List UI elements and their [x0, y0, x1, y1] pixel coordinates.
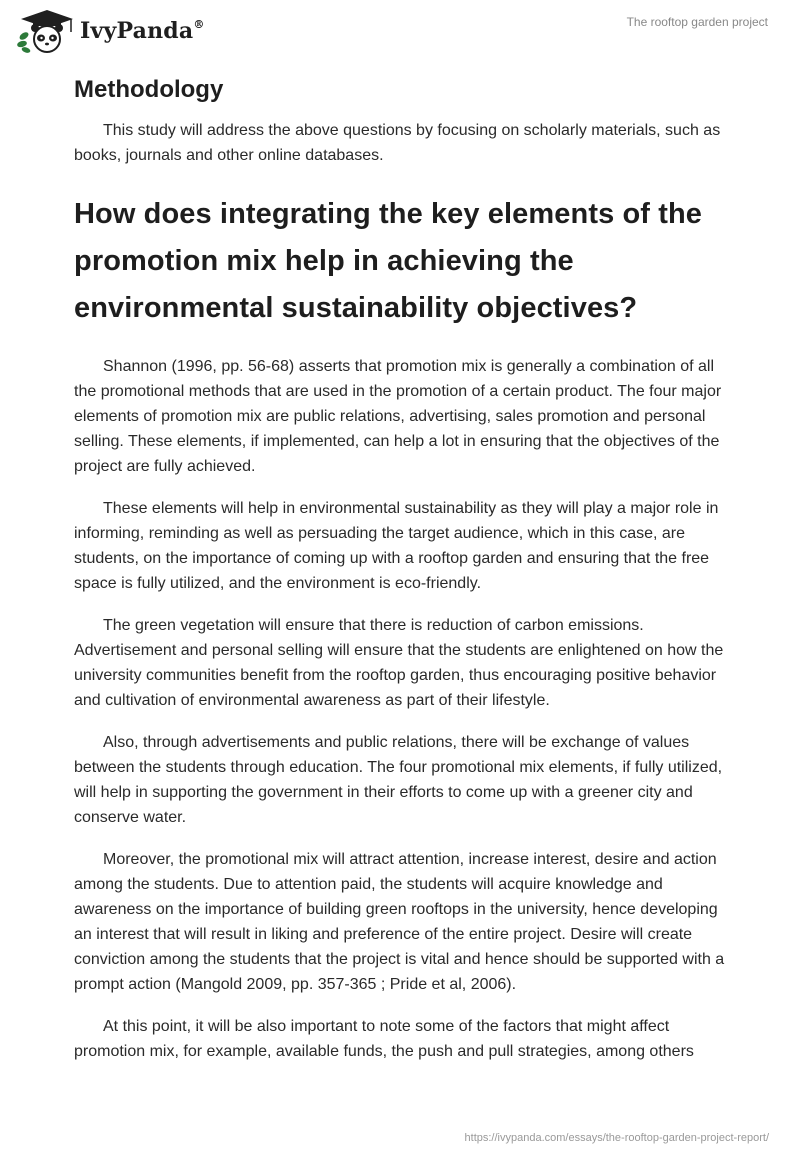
- paragraph: Moreover, the promotional mix will attract attention, increase interest, desire and action among the students. Due to attention paid, the students will acquire knowledge and awareness on the importance of building green rooftops in the university, hence developing an interest that will result in liking and preference of the entire project. Desire will create conviction among the students that the project is vital and hence should be supported with a prompt action (Mangold 2009, pp. 357-365 ; Pride et al, 2006).: [74, 851, 725, 993]
- brand-name[interactable]: [80, 18, 205, 44]
- brand-text: IvyPanda: [80, 18, 194, 44]
- paragraph: These elements will help in environmental sustainability as they will play a major role in informing, reminding as well as persuading the target audience, which in this case, are students, on the importance of coming up with a rooftop garden and ensuring that the free space is fully utilized, and the environment is eco-friendly.: [74, 500, 719, 592]
- methodology-paragraph: This study will address the above questions by focusing on scholarly materials, such as books, journals and other online databases.: [74, 122, 721, 164]
- panda-graduate-icon[interactable]: [15, 8, 79, 54]
- paragraph: The green vegetation will ensure that there is reduction of carbon emissions. Advertisement and personal selling will ensure that the students are enlightened on how the university communities benefit from the rooftop garden, thus encouraging positive behavior and cultivation of environmental awareness as part of their lifestyle.: [74, 617, 724, 709]
- paragraph: Shannon (1996, pp. 56-68) asserts that promotion mix is generally a combination of all the promotional methods that are used in the promotion of a certain product. The four major elements of promotion mix are public relations, advertising, sales promotion and personal selling. These elements, if implemented, can help a lot in ensuring that the objectives of the project are fully achieved.: [74, 358, 722, 475]
- article-body: [74, 72, 734, 1064]
- paragraph: At this point, it will be also important to note some of the factors that might affect promotion mix, for example, available funds, the push and pull strategies, among others: [74, 1018, 694, 1060]
- page-header: [0, 0, 800, 64]
- document-title: The rooftop garden project: [626, 15, 768, 29]
- paragraph: Also, through advertisements and public relations, there will be exchange of values between the students through education. The four promotional mix elements, if fully utilized, will help in supporting the government in their efforts to come up with a greener city and conserve water.: [74, 734, 723, 826]
- section-heading-methodology: Methodology: [74, 76, 224, 103]
- source-url[interactable]: https://ivypanda.com/essays/the-rooftop-garden-project-report/: [464, 1132, 769, 1144]
- question-heading: How does integrating the key elements of the promotion mix help in achieving the environmental sustainability objectives?: [74, 198, 703, 324]
- registered-mark: ®: [193, 17, 205, 31]
